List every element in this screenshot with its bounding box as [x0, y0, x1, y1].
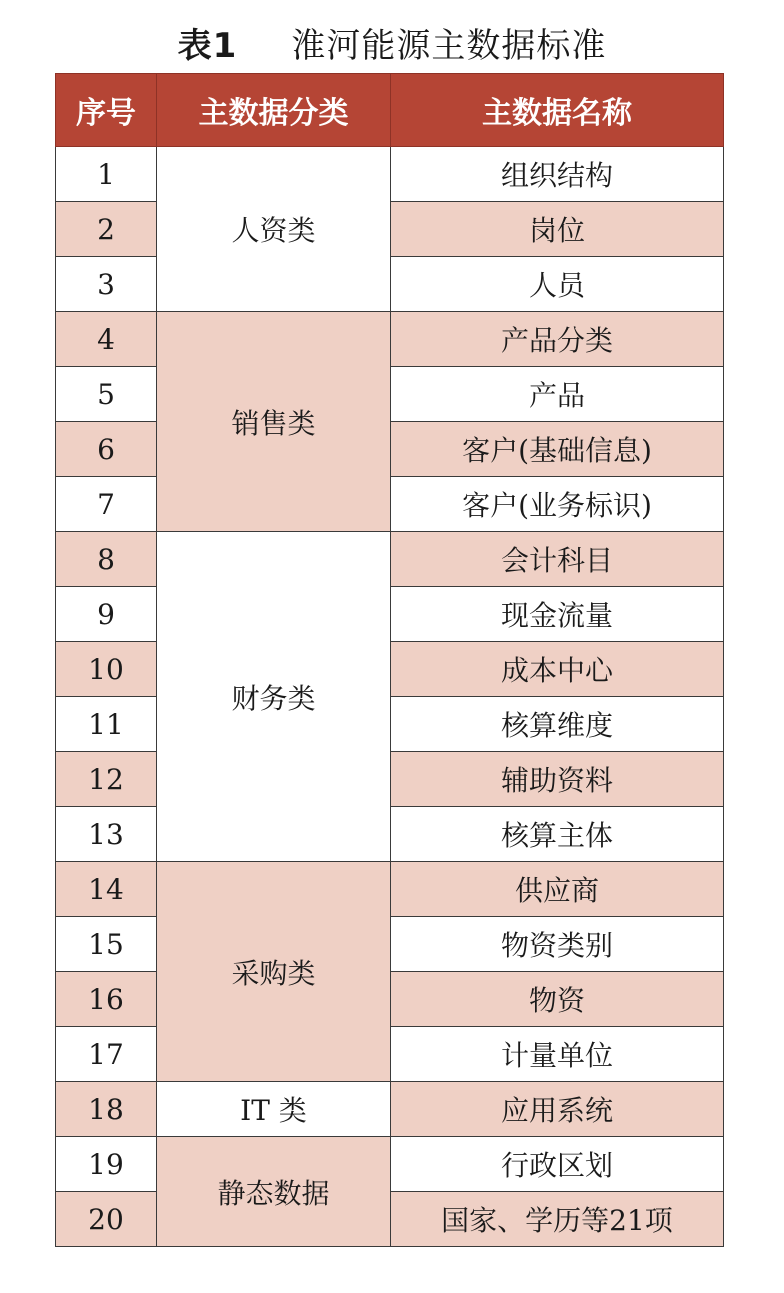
- master-data-name: 辅助资料: [391, 752, 724, 807]
- category-cell: 静态数据: [157, 1137, 391, 1247]
- master-data-name: 现金流量: [391, 587, 724, 642]
- row-index: 9: [56, 587, 157, 642]
- table-row: [56, 1082, 724, 1137]
- table-caption: 淮河能源主数据标准: [291, 25, 607, 66]
- row-index: 13: [56, 807, 157, 862]
- row-index: 17: [56, 1027, 157, 1082]
- category-cell: 人资类: [157, 147, 391, 312]
- table-number: 表1: [177, 25, 238, 66]
- master-data-name: 产品: [391, 367, 724, 422]
- master-data-name: 行政区划: [391, 1137, 724, 1192]
- master-data-name: 计量单位: [391, 1027, 724, 1082]
- master-data-name: 组织结构: [391, 147, 724, 202]
- master-data-name: 岗位: [391, 202, 724, 257]
- master-data-name: 物资: [391, 972, 724, 1027]
- table-row: [56, 147, 724, 202]
- table-row: [56, 312, 724, 367]
- master-data-name: 成本中心: [391, 642, 724, 697]
- master-data-name: 核算维度: [391, 697, 724, 752]
- row-index: 16: [56, 972, 157, 1027]
- master-data-name: 应用系统: [391, 1082, 724, 1137]
- row-index: 10: [56, 642, 157, 697]
- row-index: 1: [56, 147, 157, 202]
- row-index: 6: [56, 422, 157, 477]
- row-index: 7: [56, 477, 157, 532]
- row-index: 8: [56, 532, 157, 587]
- row-index: 15: [56, 917, 157, 972]
- category-cell: IT 类: [157, 1082, 391, 1137]
- row-index: 11: [56, 697, 157, 752]
- category-cell: 财务类: [157, 532, 391, 862]
- header-index: 序号: [56, 74, 157, 147]
- category-cell: 销售类: [157, 312, 391, 532]
- header-category: 主数据分类: [157, 74, 391, 147]
- header-name: 主数据名称: [391, 74, 724, 147]
- row-index: 2: [56, 202, 157, 257]
- master-data-name: 核算主体: [391, 807, 724, 862]
- master-data-name: 产品分类: [391, 312, 724, 367]
- master-data-name: 国家、学历等21项: [391, 1192, 724, 1247]
- master-data-name: 供应商: [391, 862, 724, 917]
- table-row: [56, 862, 724, 917]
- table-body: [56, 147, 724, 1247]
- row-index: 20: [56, 1192, 157, 1247]
- row-index: 14: [56, 862, 157, 917]
- table-title: [0, 14, 784, 70]
- table-row: [56, 1137, 724, 1192]
- master-data-name: 客户(业务标识): [391, 477, 724, 532]
- master-data-name: 会计科目: [391, 532, 724, 587]
- master-data-name: 客户(基础信息): [391, 422, 724, 477]
- category-cell: 采购类: [157, 862, 391, 1082]
- master-data-name: 人员: [391, 257, 724, 312]
- master-data-table: [55, 73, 724, 1247]
- row-index: 5: [56, 367, 157, 422]
- row-index: 3: [56, 257, 157, 312]
- table-header-row: [56, 74, 724, 147]
- row-index: 18: [56, 1082, 157, 1137]
- row-index: 19: [56, 1137, 157, 1192]
- row-index: 4: [56, 312, 157, 367]
- master-data-name: 物资类别: [391, 917, 724, 972]
- table-row: [56, 532, 724, 587]
- row-index: 12: [56, 752, 157, 807]
